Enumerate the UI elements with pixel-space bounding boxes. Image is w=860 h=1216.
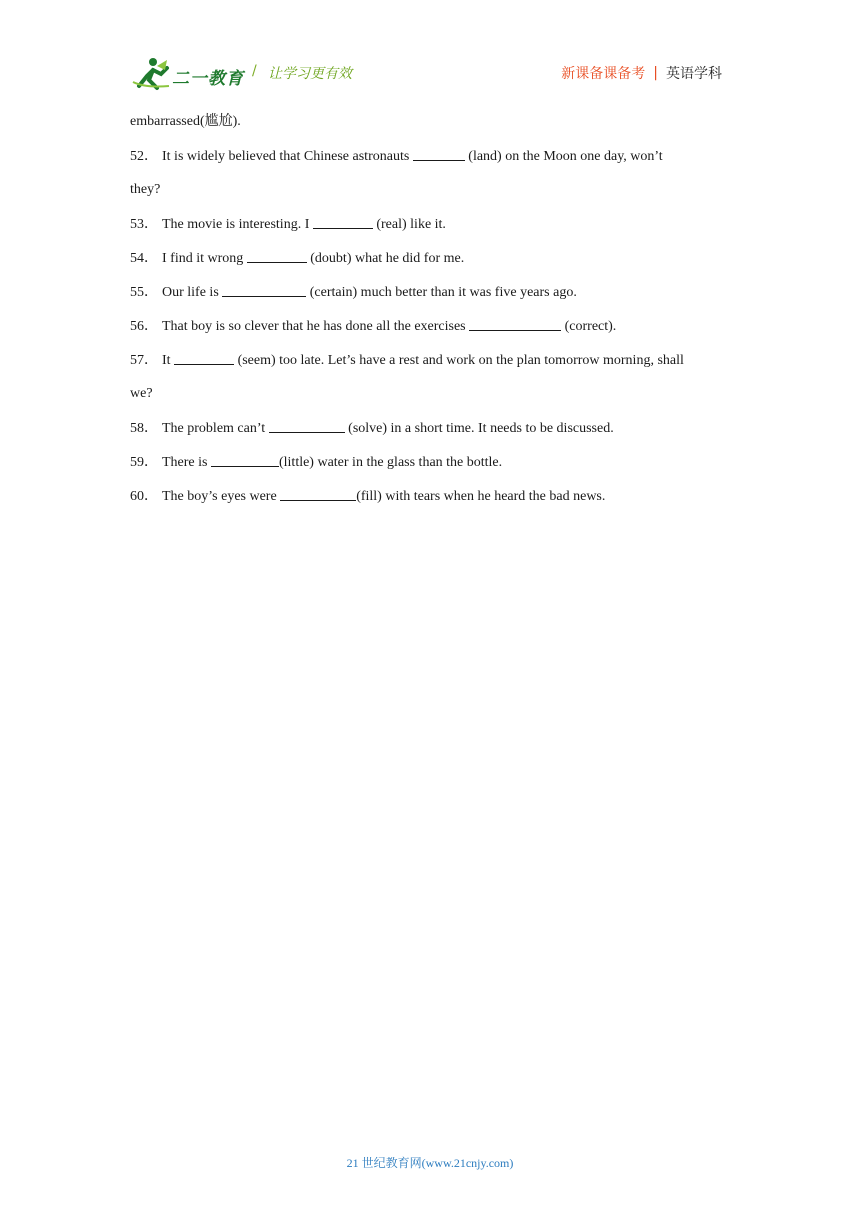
question-60 [130, 486, 730, 507]
page-header [0, 0, 860, 100]
question-text: Our life is [162, 285, 223, 300]
course-label: 新课备课备考 [561, 66, 646, 82]
question-number: 60． [130, 489, 158, 504]
question-text: There is [162, 455, 211, 470]
question-text: (seem) too late. Let’s have a rest and work on the plan tomorrow morning, shall [234, 353, 684, 368]
question-number: 59． [130, 455, 158, 470]
question-number: 53． [130, 217, 158, 232]
answer-blank[interactable] [280, 486, 356, 501]
question-58 [130, 418, 730, 439]
page-footer: 21 世纪教育网(www.21cnjy.com) [346, 1156, 514, 1170]
question-text: (little) water in the glass than the bottle. [278, 455, 503, 470]
question-number: 55． [130, 285, 158, 300]
question-text: (doubt) what he did for me. [306, 251, 465, 266]
logo-text: 二一教育 [172, 69, 244, 89]
question-text: (land) on the Moon one day, won’t [464, 149, 663, 164]
answer-blank[interactable] [469, 316, 561, 331]
question-text: The boy’s eyes were [162, 489, 281, 504]
question-number: 52． [130, 149, 158, 164]
question-59 [130, 452, 730, 473]
question-text: I find it wrong [162, 251, 247, 266]
question-text: It is widely believed that Chinese astronauts [162, 149, 413, 164]
question-text: (real) like it. [372, 217, 446, 232]
question-text: The problem can’t [162, 421, 269, 436]
subject-label: 英语学科 [666, 66, 722, 82]
header-divider: | [653, 65, 658, 81]
question-text: It [162, 353, 175, 368]
question-57 [130, 350, 730, 371]
slogan-separator: / [252, 63, 257, 79]
answer-blank[interactable] [313, 214, 373, 229]
question-number: 56． [130, 319, 158, 334]
answer-blank[interactable] [174, 350, 234, 365]
text-line: they? [130, 182, 161, 197]
answer-blank[interactable] [247, 248, 307, 263]
answer-blank[interactable] [413, 146, 465, 161]
question-52 [130, 146, 730, 167]
question-number: 58． [130, 421, 158, 436]
question-text: (correct). [561, 319, 617, 334]
question-55 [130, 282, 730, 303]
header-right [561, 63, 722, 83]
text-line: we? [130, 386, 153, 401]
question-text: The movie is interesting. I [162, 217, 313, 232]
answer-blank[interactable] [211, 452, 279, 467]
question-number: 57． [130, 353, 158, 368]
question-56 [130, 316, 730, 337]
question-text: That boy is so clever that he has done all the exercises [162, 319, 470, 334]
question-53 [130, 214, 730, 235]
answer-blank[interactable] [269, 418, 345, 433]
question-54 [130, 248, 730, 269]
question-text: (fill) with tears when he heard the bad news. [356, 489, 606, 504]
answer-blank[interactable] [222, 282, 306, 297]
slogan: 让学习更有效 [268, 66, 352, 82]
question-text: (certain) much better than it was five years ago. [306, 285, 577, 300]
text-line: embarrassed(尴尬). [130, 114, 241, 129]
question-text: (solve) in a short time. It needs to be discussed. [344, 421, 614, 436]
question-number: 54． [130, 251, 158, 266]
